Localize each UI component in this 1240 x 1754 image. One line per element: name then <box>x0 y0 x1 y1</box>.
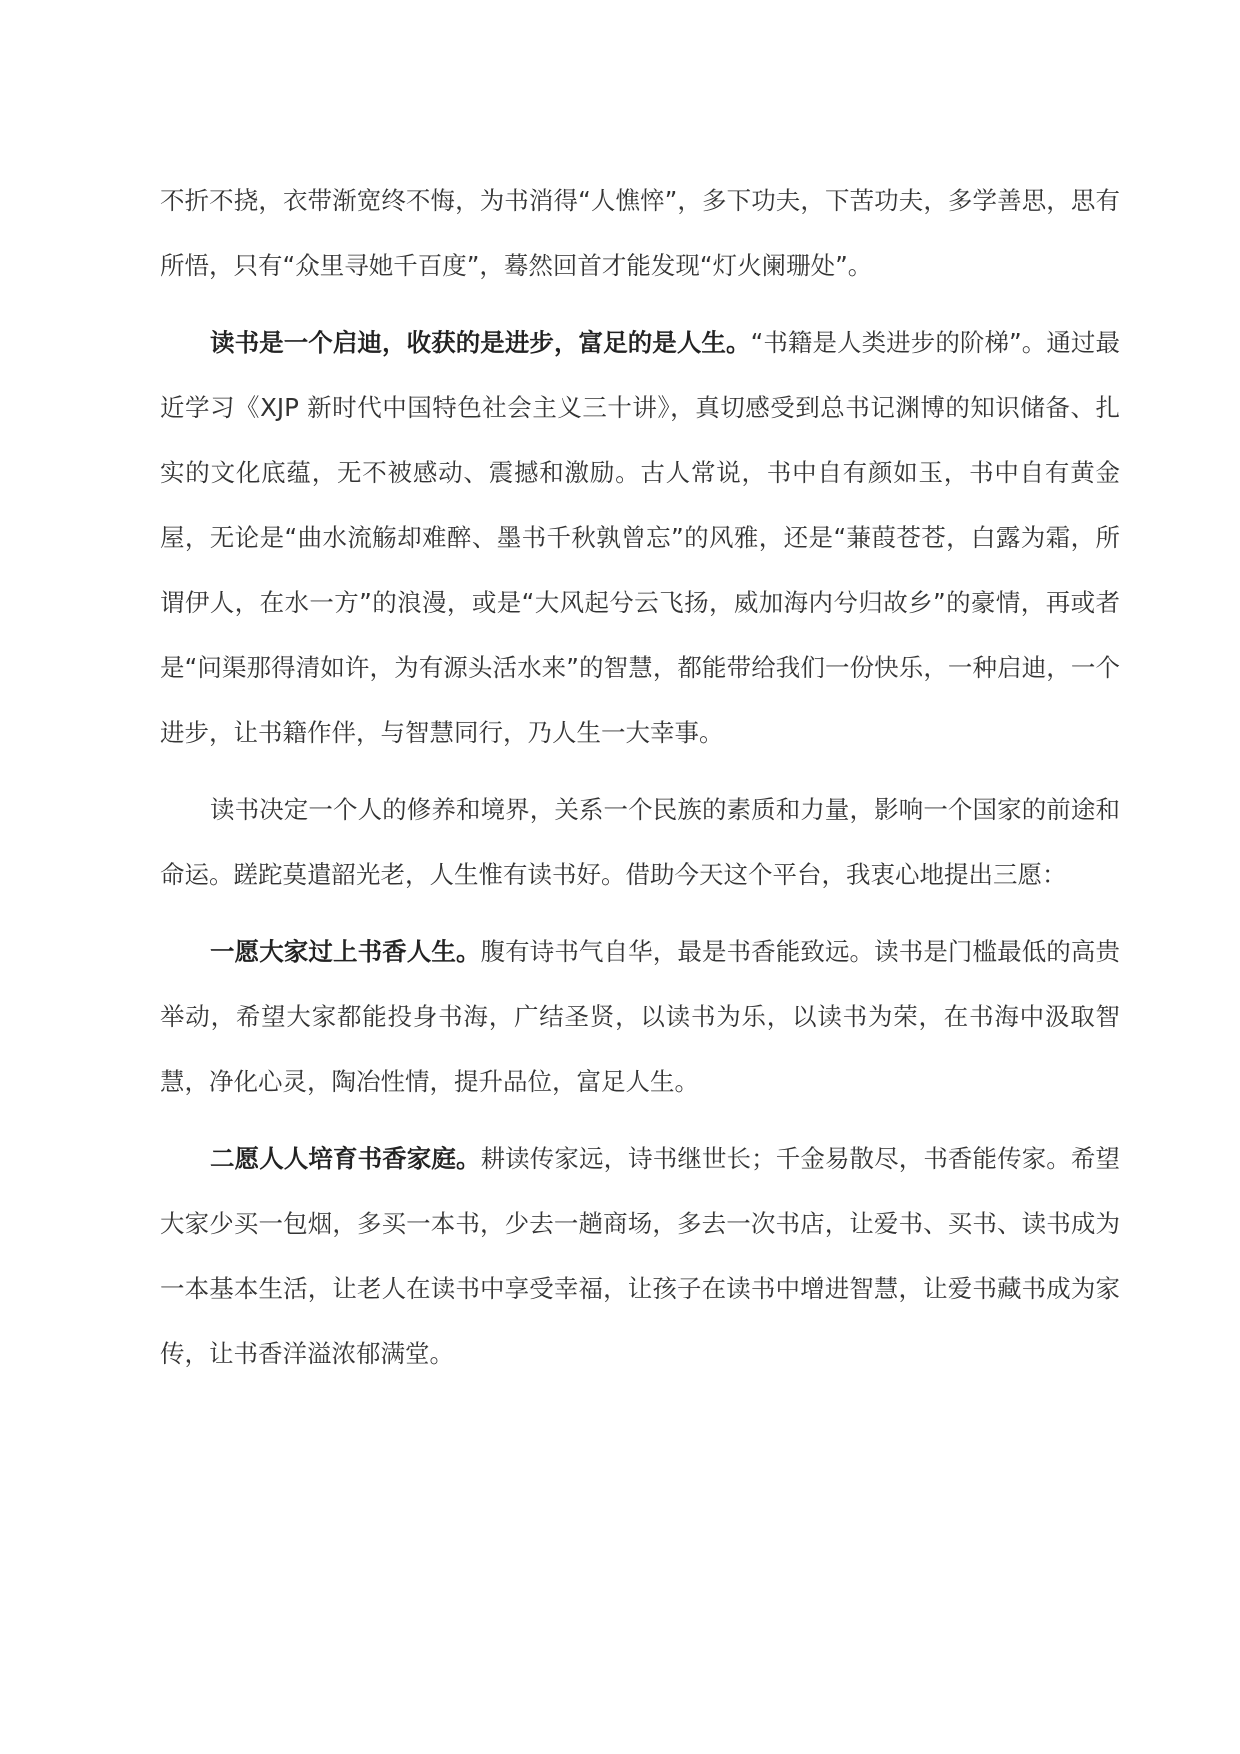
paragraph-2-text: “书籍是人类进步的阶梯”。通过最近学习《XJP 新时代中国特色社会主义三十讲》，真切感受到总书记渊博的知识储备、扎实的文化底蕴，无不被感动、震撼和激励。古人常说，书中自有颜如玉，书中自有黄金屋，无论是“曲水流觞却难醉、墨书千秋孰曾忘”的风雅，还是“蒹葭苍苍，白露为霜，所谓伊人，在水一方”的浪漫，或是“大风起兮云飞扬，威加海内兮归故乡”的豪情，再或者是“问渠那得清如许，为有源头活水来”的智慧，都能带给我们一份快乐，一种启迪，一个进步，让书籍作伴，与智慧同行，乃人生一大幸事。 <box>160 328 1121 747</box>
paragraph-5 <box>160 1126 1120 1386</box>
paragraph-5-lead: 二愿人人培育书香家庭。 <box>210 1144 481 1173</box>
paragraph-1 <box>160 168 1120 298</box>
paragraph-3-text: 读书决定一个人的修养和境界，关系一个民族的素质和力量，影响一个国家的前途和命运。蹉跎莫遣韶光老，人生惟有读书好。借助今天这个平台，我衷心地提出三愿： <box>160 795 1120 889</box>
paragraph-4 <box>160 919 1120 1114</box>
paragraph-1-text: 不折不挠，衣带渐宽终不悔，为书消得“人憔悴”，多下功夫，下苦功夫，多学善思，思有所悟，只有“众里寻她千百度”，蓦然回首才能发现“灯火阑珊处”。 <box>160 186 1120 280</box>
document-body <box>160 168 1120 1386</box>
paragraph-3 <box>160 777 1120 907</box>
paragraph-4-lead: 一愿大家过上书香人生。 <box>210 937 481 966</box>
paragraph-2 <box>160 310 1120 765</box>
paragraph-4-text: 腹有诗书气自华，最是书香能致远。读书是门槛最低的高贵举动，希望大家都能投身书海，广结圣贤，以读书为乐，以读书为荣，在书海中汲取智慧，净化心灵，陶冶性情，提升品位，富足人生。 <box>160 937 1121 1096</box>
paragraph-2-lead: 读书是一个启迪，收获的是进步，富足的是人生。 <box>210 328 751 357</box>
paragraph-5-text: 耕读传家远，诗书继世长；千金易散尽，书香能传家。希望大家少买一包烟，多买一本书，少去一趟商场，多去一次书店，让爱书、买书、读书成为一本基本生活，让老人在读书中享受幸福，让孩子在读书中增进智慧，让爱书藏书成为家传，让书香洋溢浓郁满堂。 <box>160 1144 1121 1368</box>
